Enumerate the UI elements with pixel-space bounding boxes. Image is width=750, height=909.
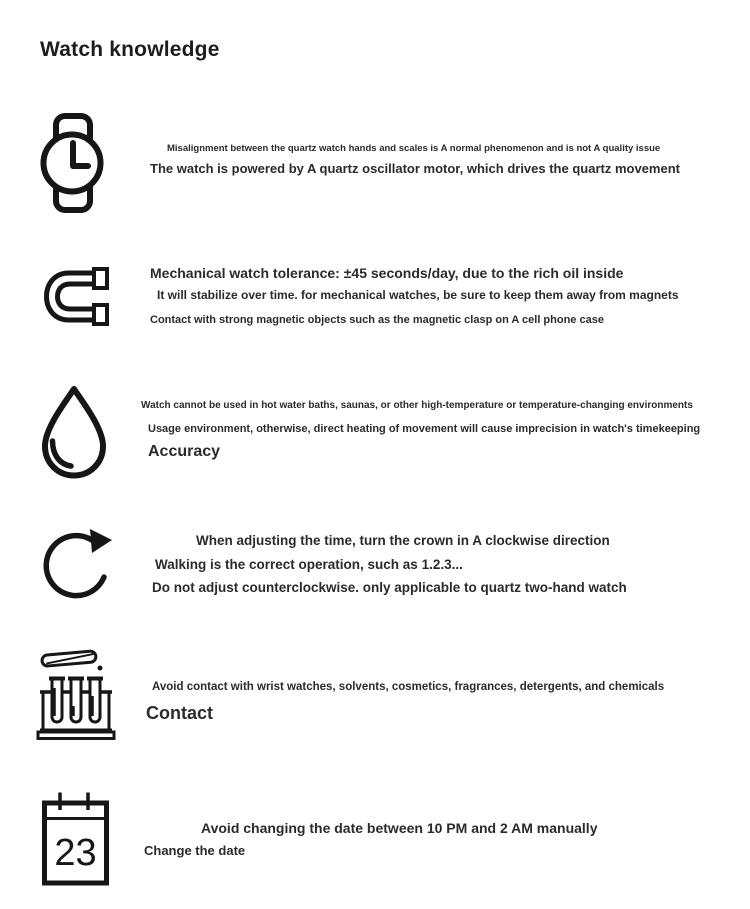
section-crown-adjustment <box>0 522 750 607</box>
info-line: Usage environment, otherwise, direct heating of movement will cause imprecision in watch's timekeeping <box>148 422 701 435</box>
calendar-day-number: 23 <box>54 832 97 874</box>
watch-icon <box>40 113 105 218</box>
section-temperature-accuracy <box>0 382 750 484</box>
info-line: Change the date <box>144 843 246 859</box>
test-tubes-icon <box>36 643 116 748</box>
info-line: Walking is the correct operation, such as 1.2.3... <box>155 556 463 572</box>
section-chemical-contact <box>0 643 750 748</box>
info-line: Avoid contact with wrist watches, solvents, cosmetics, fragrances, detergents, and chemicals <box>152 681 665 693</box>
info-line: Contact with strong magnetic objects such as the magnetic clasp on A cell phone case <box>150 313 604 326</box>
page-title: Watch knowledge <box>40 38 220 61</box>
info-line: Misalignment between the quartz watch hands and scales is A normal phenomenon and is not A quality issue <box>167 143 661 154</box>
calendar-icon <box>41 790 110 892</box>
info-line: The watch is powered by A quartz oscillator motor, which drives the quartz movement <box>150 160 680 176</box>
rotate-clockwise-icon <box>41 525 113 607</box>
section-keyword: Contact <box>146 703 213 724</box>
water-drop-icon <box>36 384 112 486</box>
info-line: Mechanical watch tolerance: ±45 seconds/day, due to the rich oil inside <box>150 265 624 281</box>
section-magnetism <box>0 262 750 342</box>
section-quartz-movement <box>0 113 750 225</box>
info-line: When adjusting the time, turn the crown in A clockwise direction <box>196 533 610 548</box>
info-line: Avoid changing the date between 10 PM and 2 AM manually <box>201 820 598 836</box>
magnet-icon <box>42 265 112 334</box>
info-line: Watch cannot be used in hot water baths, saunas, or other high-temperature or temperature-changing environments <box>141 400 693 411</box>
section-change-date <box>0 788 750 888</box>
section-keyword: Accuracy <box>148 443 221 461</box>
info-line: Do not adjust counterclockwise. only applicable to quartz two-hand watch <box>152 580 627 596</box>
info-line: It will stabilize over time. for mechanical watches, be sure to keep them away from magnets <box>157 288 679 303</box>
